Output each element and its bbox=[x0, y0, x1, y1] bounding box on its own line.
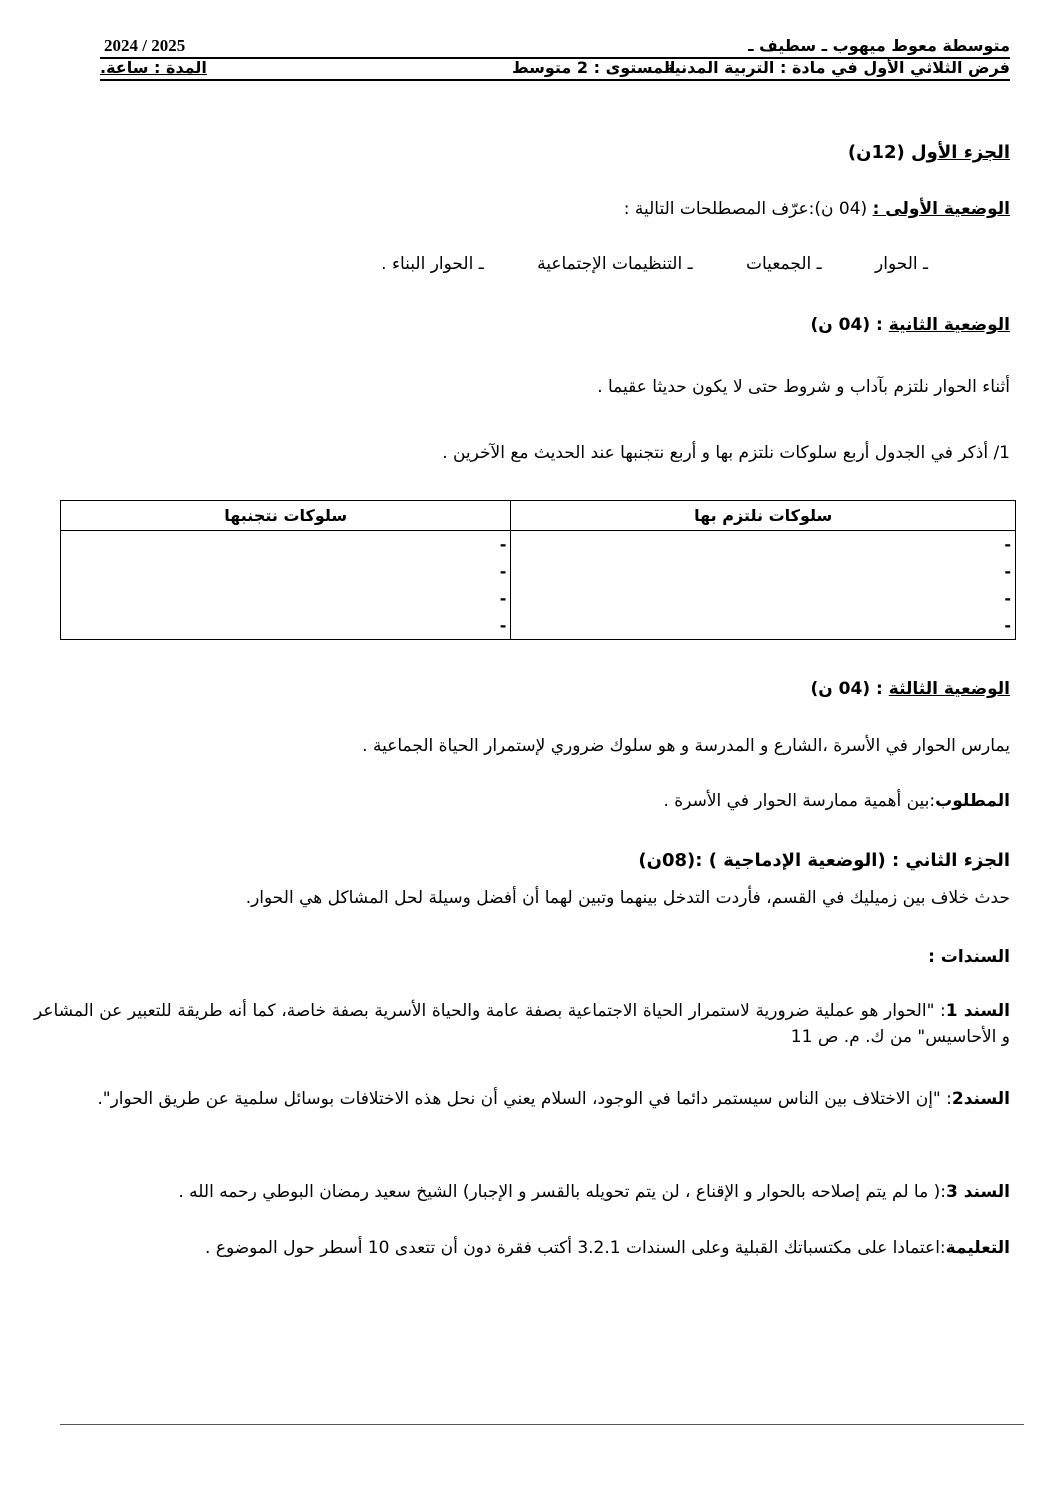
header-divider-top bbox=[100, 57, 1010, 59]
part2-situation: حدث خلاف بين زميليك في القسم، فأردت التدخل بينهما وتبين لهما أن أفضل وسيلة لحل المشاكل هي الحوار. bbox=[245, 888, 1010, 908]
table-cell: - bbox=[511, 558, 1016, 585]
source-label: السند2 bbox=[951, 1089, 1010, 1109]
term-item: ـ الحوار bbox=[875, 254, 928, 274]
task-label: المطلوب bbox=[935, 791, 1010, 811]
table-header-commit: سلوكات نلتزم بها bbox=[511, 501, 1016, 531]
term-item: ـ الحوار البناء . bbox=[381, 254, 484, 274]
table-row bbox=[61, 558, 1016, 585]
situation3-points: : (04 ن) bbox=[810, 679, 883, 699]
situation2-title: الوضعية الثانية bbox=[888, 315, 1010, 335]
source-1 bbox=[34, 998, 1010, 1050]
instruction-text: :اعتمادا على مكتسباتك القبلية وعلى السندات 3.2.1 أكتب فقرة دون أن تتعدى 10 أسطر حول الموضوع . bbox=[205, 1238, 946, 1258]
table-cell: - bbox=[61, 585, 511, 612]
situation2-points: : (04 ن) bbox=[810, 315, 883, 335]
part1-points: (12ن) bbox=[847, 142, 905, 163]
table-row bbox=[61, 612, 1016, 640]
table-cell: - bbox=[61, 558, 511, 585]
source-text: : "إن الاختلاف بين الناس سيستمر دائما في الوجود، السلام يعني أن نحل هذه الاختلافات بوسائل سلمية عن طريق الحوار". bbox=[97, 1089, 952, 1109]
term-item: ـ التنظيمات الإجتماعية bbox=[537, 254, 693, 274]
source-label: السند 3 bbox=[945, 1182, 1010, 1202]
table-cell: - bbox=[61, 612, 511, 640]
table-cell: - bbox=[61, 531, 511, 559]
situation3-title: الوضعية الثالثة bbox=[888, 679, 1010, 699]
situation3-task bbox=[60, 788, 1010, 814]
situation1-title: الوضعية الأولى : bbox=[872, 199, 1010, 219]
table-cell: - bbox=[511, 531, 1016, 559]
part2-instruction bbox=[60, 1235, 1010, 1261]
footer-divider bbox=[60, 1424, 1024, 1425]
task-text: :بين أهمية ممارسة الحوار في الأسرة . bbox=[663, 791, 936, 811]
source-3 bbox=[60, 1179, 1010, 1205]
table-row bbox=[61, 531, 1016, 559]
situation1-instruction: (04 ن):عرّف المصطلحات التالية : bbox=[623, 199, 868, 219]
source-2 bbox=[34, 1086, 1010, 1112]
part1-heading bbox=[60, 140, 1010, 166]
source-label: السند 1 bbox=[945, 1001, 1011, 1021]
exam-level: المستوى : 2 متوسط bbox=[512, 58, 676, 77]
sources-title: السندات : bbox=[928, 947, 1010, 967]
part1-title: الجزء الأول bbox=[911, 142, 1010, 163]
term-item: ـ الجمعيات bbox=[746, 254, 822, 274]
table-header-avoid: سلوكات نتجنبها bbox=[61, 501, 511, 531]
table-row bbox=[61, 585, 1016, 612]
situation1-heading bbox=[60, 196, 1010, 222]
terms-list bbox=[60, 254, 928, 274]
situation3-text: يمارس الحوار في الأسرة ،الشارع و المدرسة و هو سلوك ضروري لإستمرار الحياة الجماعية . bbox=[362, 736, 1010, 756]
header-divider-bottom bbox=[100, 79, 1010, 81]
behaviors-table bbox=[60, 500, 1016, 640]
situation2-heading bbox=[60, 312, 1010, 338]
table-cell: - bbox=[511, 612, 1016, 640]
table-header-row bbox=[61, 501, 1016, 531]
school-year: 2025 / 2024 bbox=[104, 36, 186, 55]
situation2-question: 1/ أذكر في الجدول أربع سلوكات نلتزم بها و أربع نتجنبها عند الحديث مع الآخرين . bbox=[442, 443, 1010, 463]
situation3-heading bbox=[60, 676, 1010, 702]
exam-subject: فرض الثلاثي الأول في مادة : التربية المدنية bbox=[664, 58, 1010, 77]
source-text: :( ما لم يتم إصلاحه بالحوار و الإقناع ، لن يتم تحويله بالقسر و الإجبار) الشيخ سعيد رمضان البوطي رحمه الله . bbox=[178, 1182, 946, 1202]
exam-duration: المدة : ساعة. bbox=[100, 58, 207, 77]
school-name: متوسطة معوط ميهوب ـ سطيف ـ bbox=[748, 36, 1010, 55]
situation2-text: أثناء الحوار نلتزم بآداب و شروط حتى لا يكون حديثا عقيما . bbox=[597, 377, 1010, 397]
table-cell: - bbox=[511, 585, 1016, 612]
source-text: : "الحوار هو عملية ضرورية لاستمرار الحياة الاجتماعية بصفة عامة والحياة الأسرية بصفة خاصة، كما أنه طريقة للتعبير عن المشاعر و الأحاسيس" من ك. م. ص 11 bbox=[34, 1001, 1010, 1047]
instruction-label: التعليمة bbox=[945, 1238, 1010, 1258]
part2-title: الجزء الثاني : (الوضعية الإدماجية ) :(08ن) bbox=[638, 850, 1010, 871]
